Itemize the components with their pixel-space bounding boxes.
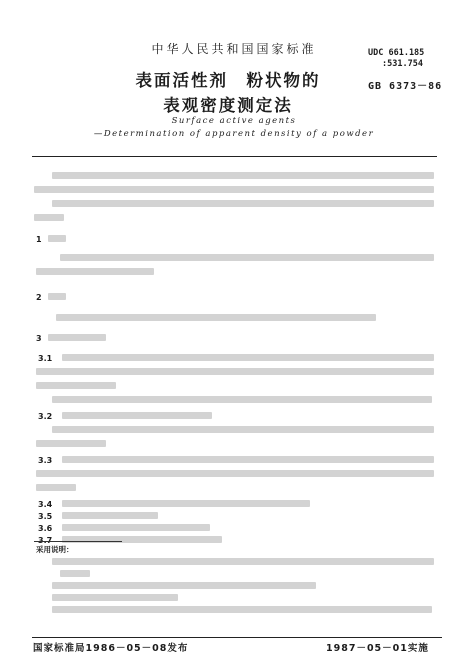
item-3-3-line <box>62 456 434 463</box>
item-3-5-label: 3.5 <box>38 512 53 521</box>
item-3-7-label: 3.7 <box>38 536 53 545</box>
bottom-divider <box>32 637 442 638</box>
item-3-3-line <box>36 484 76 491</box>
item-3-3-label: 3.3 <box>38 456 53 465</box>
item-3-4-line <box>62 500 310 507</box>
intro-line <box>52 172 434 179</box>
effective-date: 1987－05－01实施 <box>326 643 429 654</box>
intro-line <box>34 186 434 193</box>
item-3-2-label: 3.2 <box>38 412 53 421</box>
section-2-line <box>56 314 376 321</box>
section-1-line <box>36 268 154 275</box>
section-heading-2: 2 <box>36 293 42 302</box>
item-3-1-line <box>36 382 116 389</box>
item-3-6-label: 3.6 <box>38 524 53 533</box>
footnote-label: 采用说明： <box>36 545 74 554</box>
footnote-divider <box>34 541 122 542</box>
footnote-line <box>52 594 178 601</box>
footnote-line <box>60 570 90 577</box>
item-3-1-label: 3.1 <box>38 354 53 363</box>
item-3-1-line <box>52 396 432 403</box>
section-heading-3-text <box>48 334 106 341</box>
issue-date: 国家标准局1986－05－08发布 <box>33 643 189 654</box>
section-heading-1-text <box>48 235 66 242</box>
title-zh-line-1: 表面活性剂 粉状物的 <box>135 71 321 90</box>
item-3-5-line <box>62 512 158 519</box>
item-3-3-line <box>36 470 434 477</box>
top-divider <box>32 156 437 157</box>
section-heading-2-text <box>48 293 66 300</box>
item-3-2-line <box>62 412 212 419</box>
item-3-4-label: 3.4 <box>38 500 53 509</box>
title-en-line-1: Surface active agents <box>171 116 297 126</box>
title-en-line-2: —Determination of apparent density of a powder <box>93 129 375 139</box>
item-3-2-line <box>36 440 106 447</box>
item-3-2-line <box>52 426 434 433</box>
gb-number: GB 6373－86 <box>368 81 443 92</box>
item-3-6-line <box>62 524 210 531</box>
title-zh-line-2: 表观密度测定法 <box>163 96 293 115</box>
section-heading-3: 3 <box>36 334 42 343</box>
item-3-1-line <box>36 368 434 375</box>
section-heading-1: 1 <box>36 235 42 244</box>
udc-line-2: :531.754 <box>382 59 423 69</box>
intro-line <box>34 214 64 221</box>
intro-line <box>52 200 434 207</box>
udc-line-1: UDC 661.185 <box>368 48 425 58</box>
footnote-line <box>52 558 434 565</box>
item-3-1-line <box>62 354 434 361</box>
footnote-line <box>52 582 316 589</box>
section-1-line <box>60 254 434 261</box>
footnote-line <box>52 606 432 613</box>
standard-header: 中华人民共和国国家标准 <box>151 42 317 56</box>
